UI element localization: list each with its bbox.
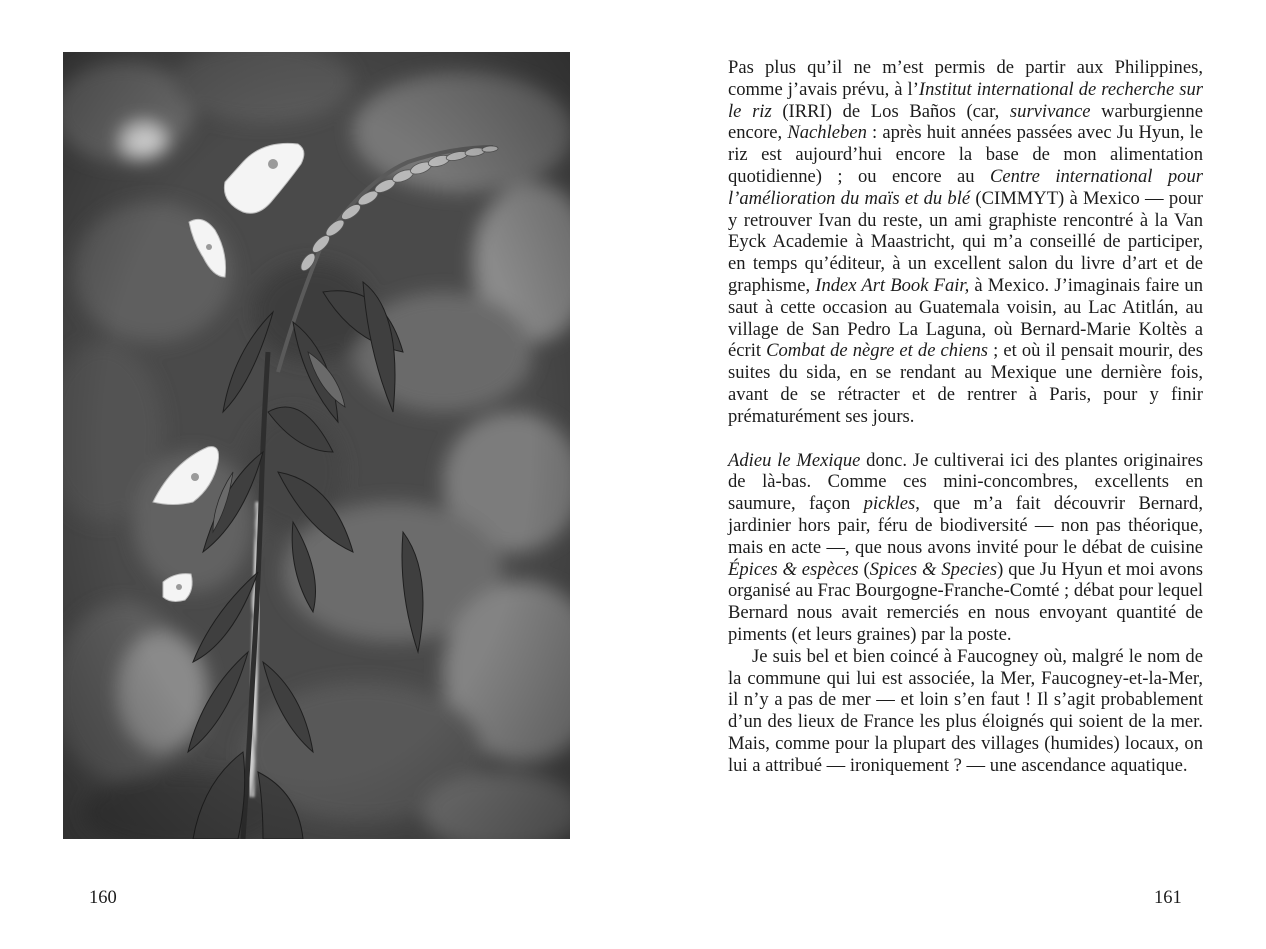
- text-run: Épices & espèces: [728, 558, 859, 580]
- text-run: Index Art Book Fair,: [815, 274, 970, 296]
- text-run: survivance: [1009, 100, 1091, 122]
- text-run: Je suis bel et bien coincé à Faucogney où, malgré le nom de la commune qui lui est associée, la Mer, Faucogney-et-la-Mer, il n’y a pas de mer — et loin s’en faut ! Il s’agit probablement d’un des lieux de France les plus éloignés qui soient de la mer. Mais, comme pour la plupart des villages (humides) locaux, on lui a attribué — ironiquement ? — une ascendance aquatique.: [728, 645, 1203, 776]
- text-run: (CIMMYT) à Mexico — pour y retrouver Ivan du reste, un ami graphiste rencontré à la Van Eyck Academie à Maastricht, qui m’a conseillé de participer, en temps qu’éditeur, à un excellent salon du livre d’art et de graphisme,: [728, 187, 1203, 296]
- photo: [63, 52, 570, 839]
- paragraph: [728, 646, 1203, 777]
- text-run: ) que Ju Hyun et moi avons organisé au Frac Bourgogne-Franche-Comté ; débat pour lequel Bernard nous avait remerciés en nous envoyant quantité de piments (et leurs graines) par la poste.: [728, 558, 1204, 645]
- text-run: Adieu le Mexique: [728, 449, 861, 471]
- text-run: Institut international de recherche sur le riz: [728, 78, 1203, 122]
- text-run: (: [858, 558, 870, 580]
- text-run: Centre international pour l’amélioration du maïs et du blé: [728, 165, 1203, 209]
- page-number-right: 161: [1154, 888, 1182, 908]
- paragraph: [728, 450, 1203, 646]
- page-number-left: 160: [89, 888, 117, 908]
- text-run: donc. Je cultiverai ici des plantes originaires de là-bas. Comme ces mini-concombres, excellents en saumure, façon: [728, 449, 1203, 515]
- flowering-vine-photo: [63, 52, 570, 839]
- text-run: à Mexico. J’imaginais faire un saut à cette occasion au Guatemala voisin, au Lac Atitlán, au village de San Pedro La Laguna, où Bernard-Marie Koltès a écrit: [728, 274, 1203, 362]
- text-run: Nachleben: [787, 122, 867, 144]
- text-run: Combat de nègre et de chiens: [766, 340, 989, 362]
- text-run: : après huit années passées avec Ju Hyun, le riz est aujourd’hui encore la base de mon alimentation quotidienne) ; ou encore au: [728, 122, 1203, 187]
- text-run: ; et où il pensait mourir, des suites du sida, en se rendant au Mexique une dernière fois, avant de se rétracter et de rentrer à Paris, pour y finir prématurément ses jours.: [728, 340, 1204, 427]
- text-run: warburgienne encore,: [728, 100, 1203, 144]
- text-run: Pas plus qu’il ne m’est permis de partir aux Philippines, comme j’avais prévu, à l’: [728, 57, 1203, 100]
- text-run: Spices & Species: [869, 558, 998, 580]
- text-run: pickles: [863, 493, 916, 515]
- body-text: [728, 57, 1203, 777]
- paragraph: [728, 57, 1203, 428]
- text-run: , que m’a fait découvrir Bernard, jardinier hors pair, féru de biodiversité — non pas théorique, mais en acte —, que nous avons invité pour le débat de cuisine: [728, 493, 1203, 558]
- text-run: (IRRI) de Los Baños (car,: [771, 100, 1010, 122]
